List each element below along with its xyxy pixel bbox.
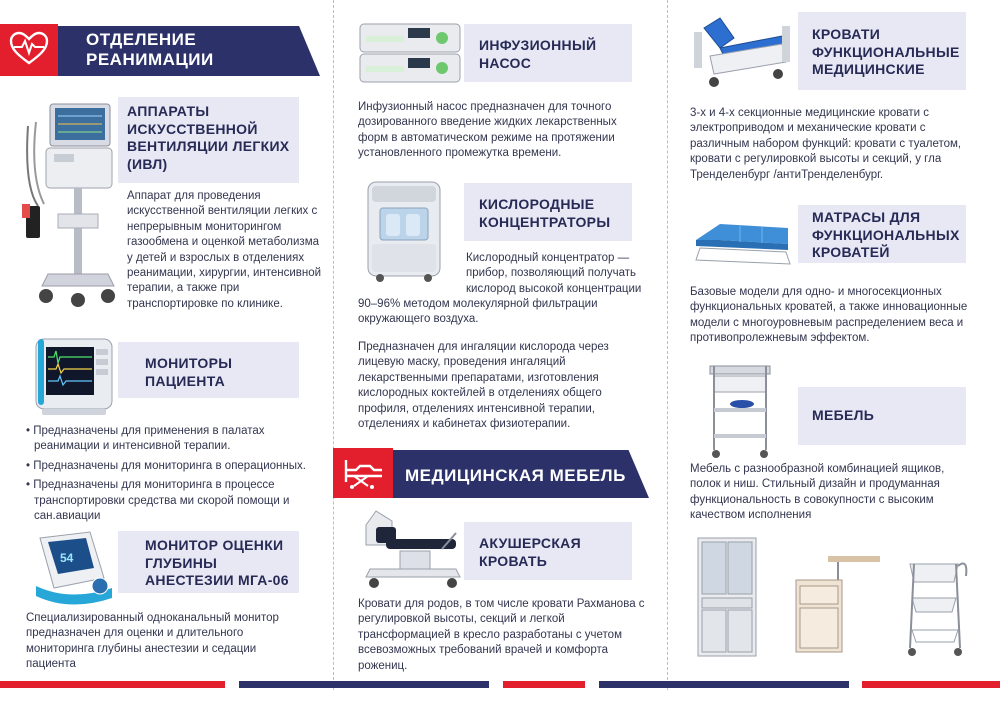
- furniture-section-title: МЕДИЦИНСКАЯ МЕБЕЛЬ: [405, 466, 626, 485]
- furniture-title: МЕБЕЛЬ: [812, 407, 875, 423]
- heart-pulse-icon: [8, 30, 50, 66]
- mattresses-title: МАТРАСЫ ДЛЯ ФУНКЦИОНАЛЬНЫХ КРОВАТЕЙ: [812, 209, 960, 260]
- infusion-title: ИНФУЗИОННЫЙ НАСОС: [479, 37, 597, 71]
- oxygen-description-cont: 90–96% методом молекулярной фильтрации окружающего воздуха.: [358, 298, 598, 326]
- oxygen-description-lead: Кислородный концентратор — прибор, позволяющий получать кислород высокой концентрации: [466, 252, 642, 295]
- patient-monitor-image: [34, 333, 114, 417]
- column-divider-1: [333, 0, 334, 690]
- anesthesia-monitor-image: [30, 528, 118, 608]
- infusion-pump-image: [356, 16, 464, 90]
- beds-description: 3-х и 4-х секционные медицинские кровати с электроприводом и механические кровати с различным набором функций: кровати с туалетом, кровати с регулировкой высоты и секций, у гла Тренделенбург /антиТренделенбург.: [690, 107, 962, 181]
- bottom-stripe-navy-1: [239, 681, 489, 688]
- bedside-table-image: [792, 552, 884, 658]
- monitor-screen-value: 54: [60, 551, 74, 565]
- instrument-trolley-image: [902, 552, 972, 658]
- oxygen-title: КИСЛОРОДНЫЕ КОНЦЕНТРАТОРЫ: [479, 196, 611, 230]
- obstetric-bed-image: [356, 505, 466, 591]
- monitors-bullet-3: • Предназначены для мониторинга в процессе транспортировки средства ми скорой помощи и сан.авиации: [26, 478, 326, 524]
- mattresses-description: Базовые модели для одно- и многосекционных функциональных кроватей, а также инновационные модели с многоуровневым распределением веса и противопролежневым эффектом.: [690, 286, 968, 345]
- bottom-stripe-navy-2: [599, 681, 849, 688]
- medical-cabinet-image: [696, 536, 758, 662]
- monitors-bullet-2: • Предназначены для мониторинга в операционных.: [26, 459, 326, 474]
- monitors-bullet-1: • Предназначены для применения в палатах реанимации и интенсивной терапии.: [26, 424, 326, 455]
- ventilator-image: [18, 96, 118, 314]
- beds-title: КРОВАТИ ФУНКЦИОНАЛЬНЫЕ МЕДИЦИНСКИЕ: [812, 26, 960, 77]
- anesthesia-description: Специализированный одноканальный монитор предназначен для оценки и длительного мониторинга глубины анестезии и седации пациента: [26, 612, 279, 671]
- mattress-image: [690, 206, 794, 270]
- furniture-description: Мебель с разнообразной комбинацией ящиков, полок и ниш. Стильный дизайн и продуманная функциональность в совокупности с высоким качеством исполнения: [690, 463, 945, 522]
- ventilator-title: АППАРАТЫ ИСКУССТВЕННОЙ ВЕНТИЛЯЦИИ ЛЕГКИХ (ИВЛ): [127, 103, 290, 172]
- monitors-title: МОНИТОРЫ ПАЦИЕНТА: [145, 355, 233, 389]
- bed-icon: [342, 456, 386, 490]
- anesthesia-title: МОНИТОР ОЦЕНКИ ГЛУБИНЫ АНЕСТЕЗИИ МГА-06: [145, 537, 289, 588]
- infusion-description: Инфузионный насос предназначен для точного дозированного введение жидких лекарственных форм в автоматическом режиме на протяжении установленного промежутка времени.: [358, 101, 617, 160]
- ventilator-description: Аппарат для проведения искусственной вентиляции легких с непрерывным мониторингом газообмена и оценкой метаболизма у детей и взрослых в отделениях реанимации, хирургии, интенсивной терапии, а также при транспортировке по клинике.: [127, 190, 322, 310]
- oxygen-concentrator-image: [362, 180, 446, 284]
- icu-section-title: ОТДЕЛЕНИЕ РЕАНИМАЦИИ: [86, 30, 214, 69]
- bottom-stripe-red-1: [0, 681, 225, 688]
- column-divider-2: [667, 0, 668, 690]
- obstetric-title: АКУШЕРСКАЯ КРОВАТЬ: [479, 535, 581, 569]
- oxygen-description-2: Предназначен для ингаляции кислорода через лицевую маску, проведения ингаляций лекарственными препаратами, изготовления кислородных коктейлей в отделениях общего профиля, отделениях интенсивной терапии, отделениях и кабинетах физиотерапии.: [358, 341, 609, 431]
- obstetric-description: Кровати для родов, в том числе кровати Рахманова с регулировкой высоты, секций и легкой трансформацией в кресло разработаны с учетом всевозможных требований врачей и комфорта рожениц.: [358, 598, 645, 672]
- bottom-stripe-red-3: [862, 681, 1000, 688]
- monitors-bullet-list: [26, 424, 326, 528]
- functional-bed-image: [690, 8, 794, 90]
- bottom-stripe-red-2: [503, 681, 585, 688]
- medical-cart-image: [702, 362, 780, 462]
